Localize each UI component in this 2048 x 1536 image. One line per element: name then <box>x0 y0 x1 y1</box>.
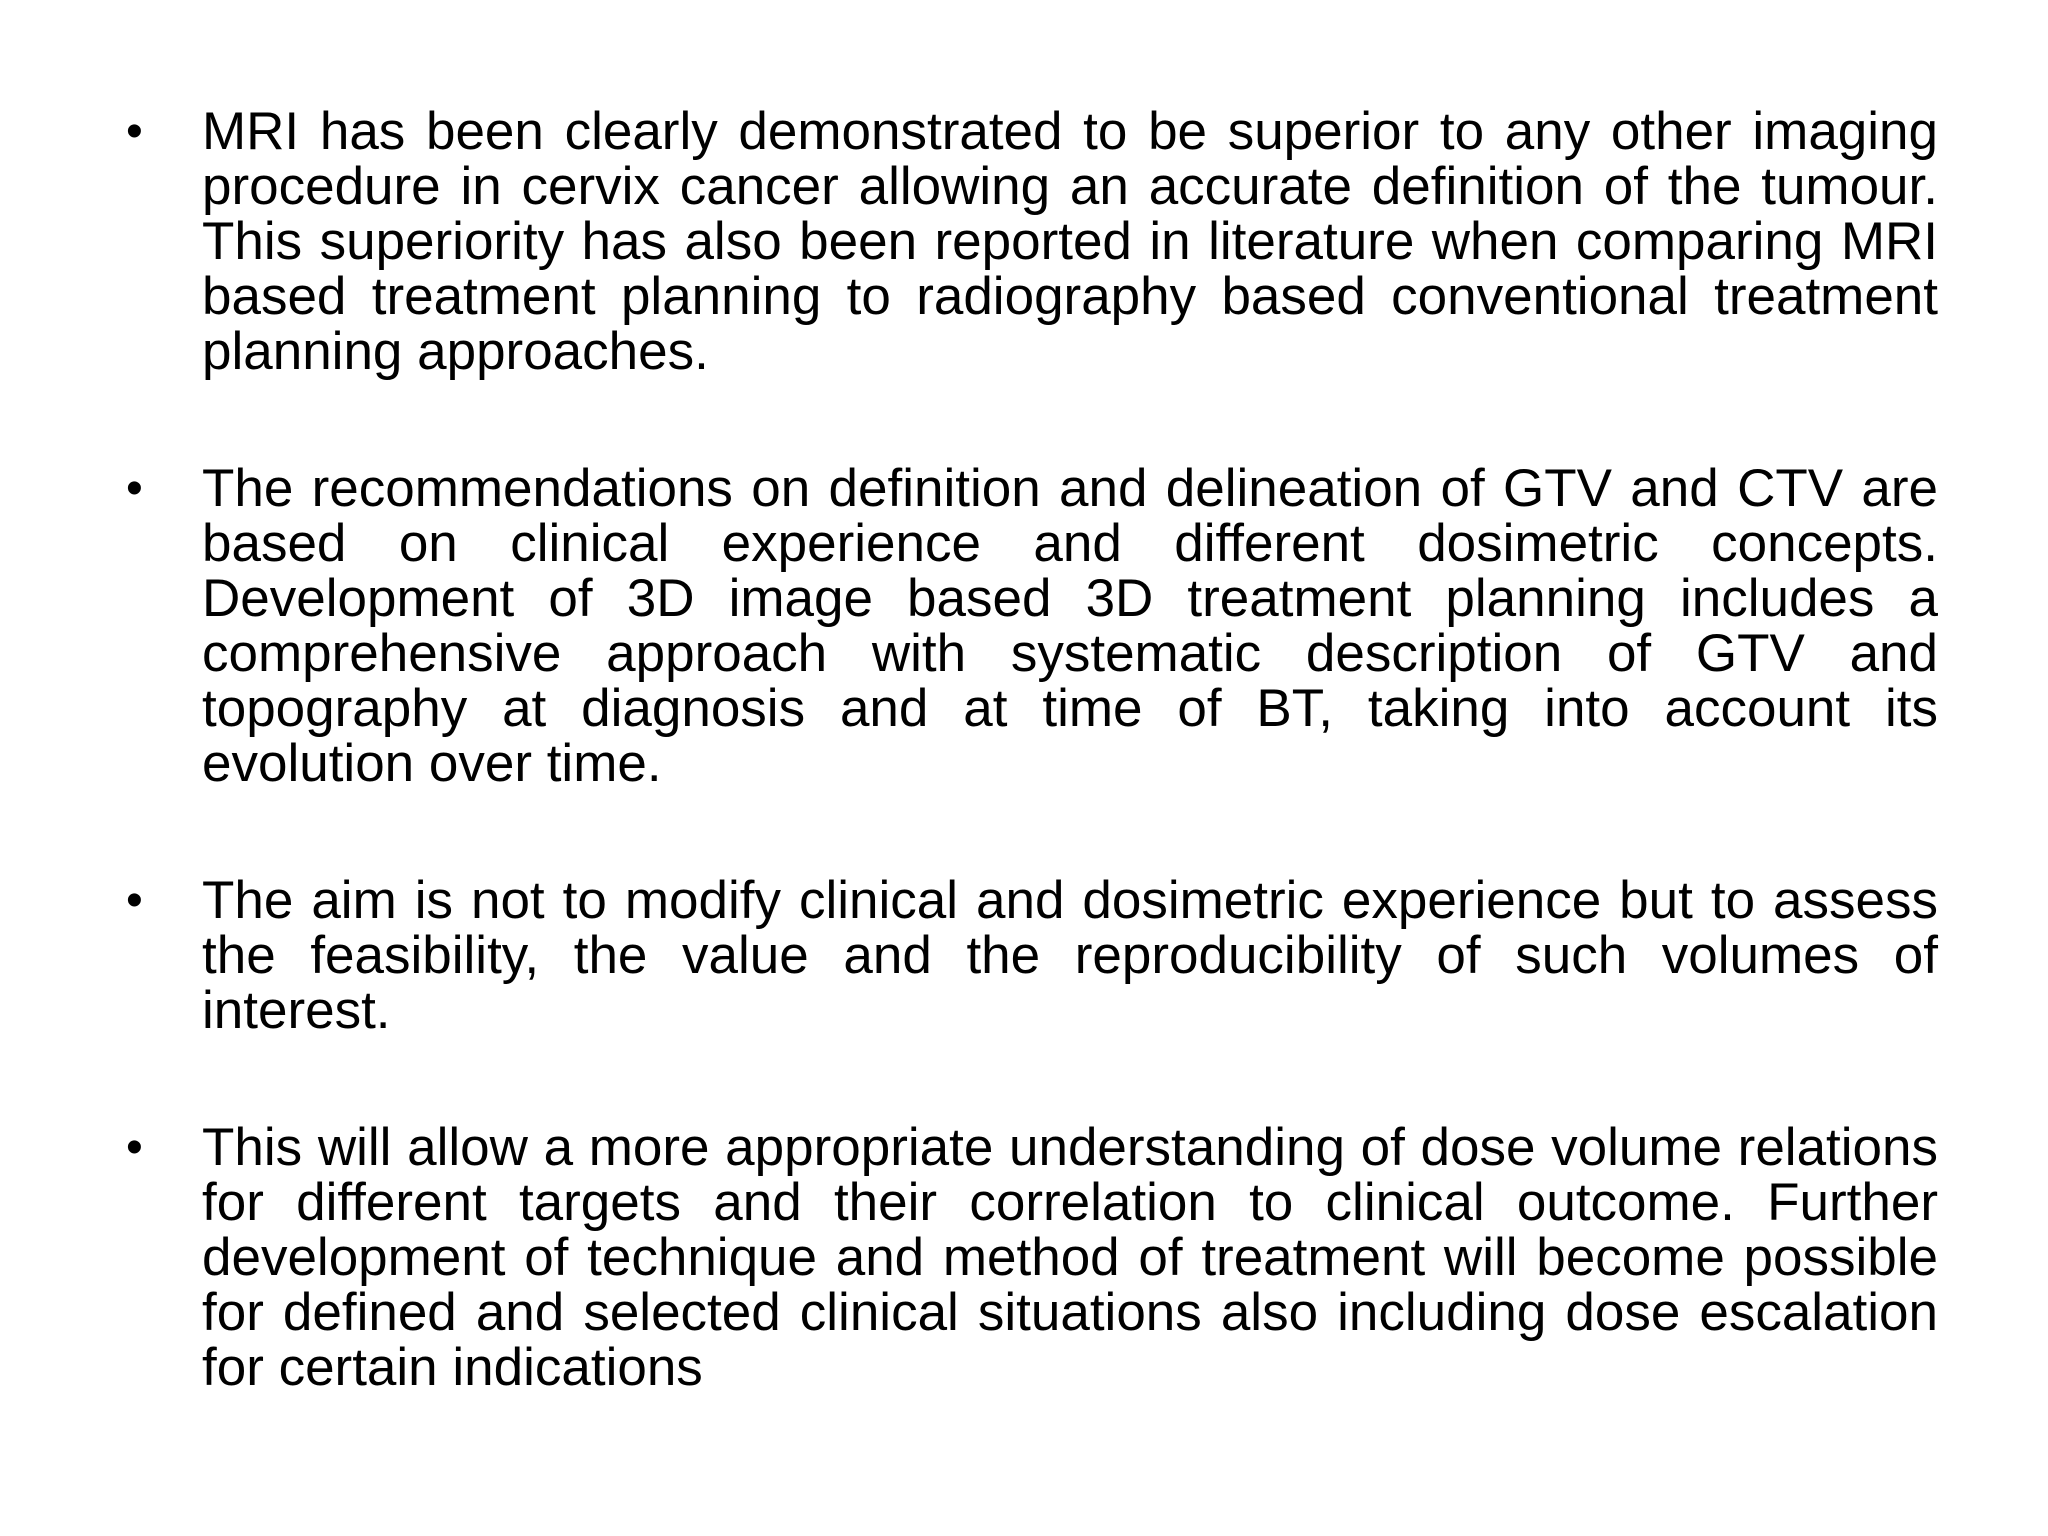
bullet-icon: • <box>126 874 143 927</box>
bullet-text: The aim is not to modify clinical and dosimetric experience but to assess the feasibility, the value and the reproducibility of such volumes of interest. <box>202 871 1938 1040</box>
bullet-item-dose-volume-relations <box>118 1120 1938 1395</box>
bullet-icon: • <box>126 462 143 515</box>
bullet-item-gtv-ctv-recommendations <box>118 461 1938 791</box>
bullet-icon: • <box>126 105 143 158</box>
bullet-item-mri-superiority <box>118 104 1938 379</box>
bullet-item-aim <box>118 873 1938 1038</box>
bullet-icon: • <box>126 1121 143 1174</box>
bullet-list <box>118 104 1938 1395</box>
bullet-text: The recommendations on definition and delineation of GTV and CTV are based on clinical experience and different dosimetric concepts. Development of 3D image based 3D treatment planning includes a comprehensive approach with systematic description of GTV and topography at diagnosis and at time of BT, taking into account its evolution over time. <box>202 459 1938 793</box>
bullet-text: MRI has been clearly demonstrated to be superior to any other imaging procedure in cervix cancer allowing an accurate definition of the tumour. This superiority has also been reported in literature when comparing MRI based treatment planning to radiography based conventional treatment planning approaches. <box>202 102 1938 381</box>
bullet-text: This will allow a more appropriate understanding of dose volume relations for different targets and their correlation to clinical outcome. Further development of technique and method of treatment will become possible for defined and selected clinical situations also including dose escalation for certain indications <box>202 1118 1938 1397</box>
